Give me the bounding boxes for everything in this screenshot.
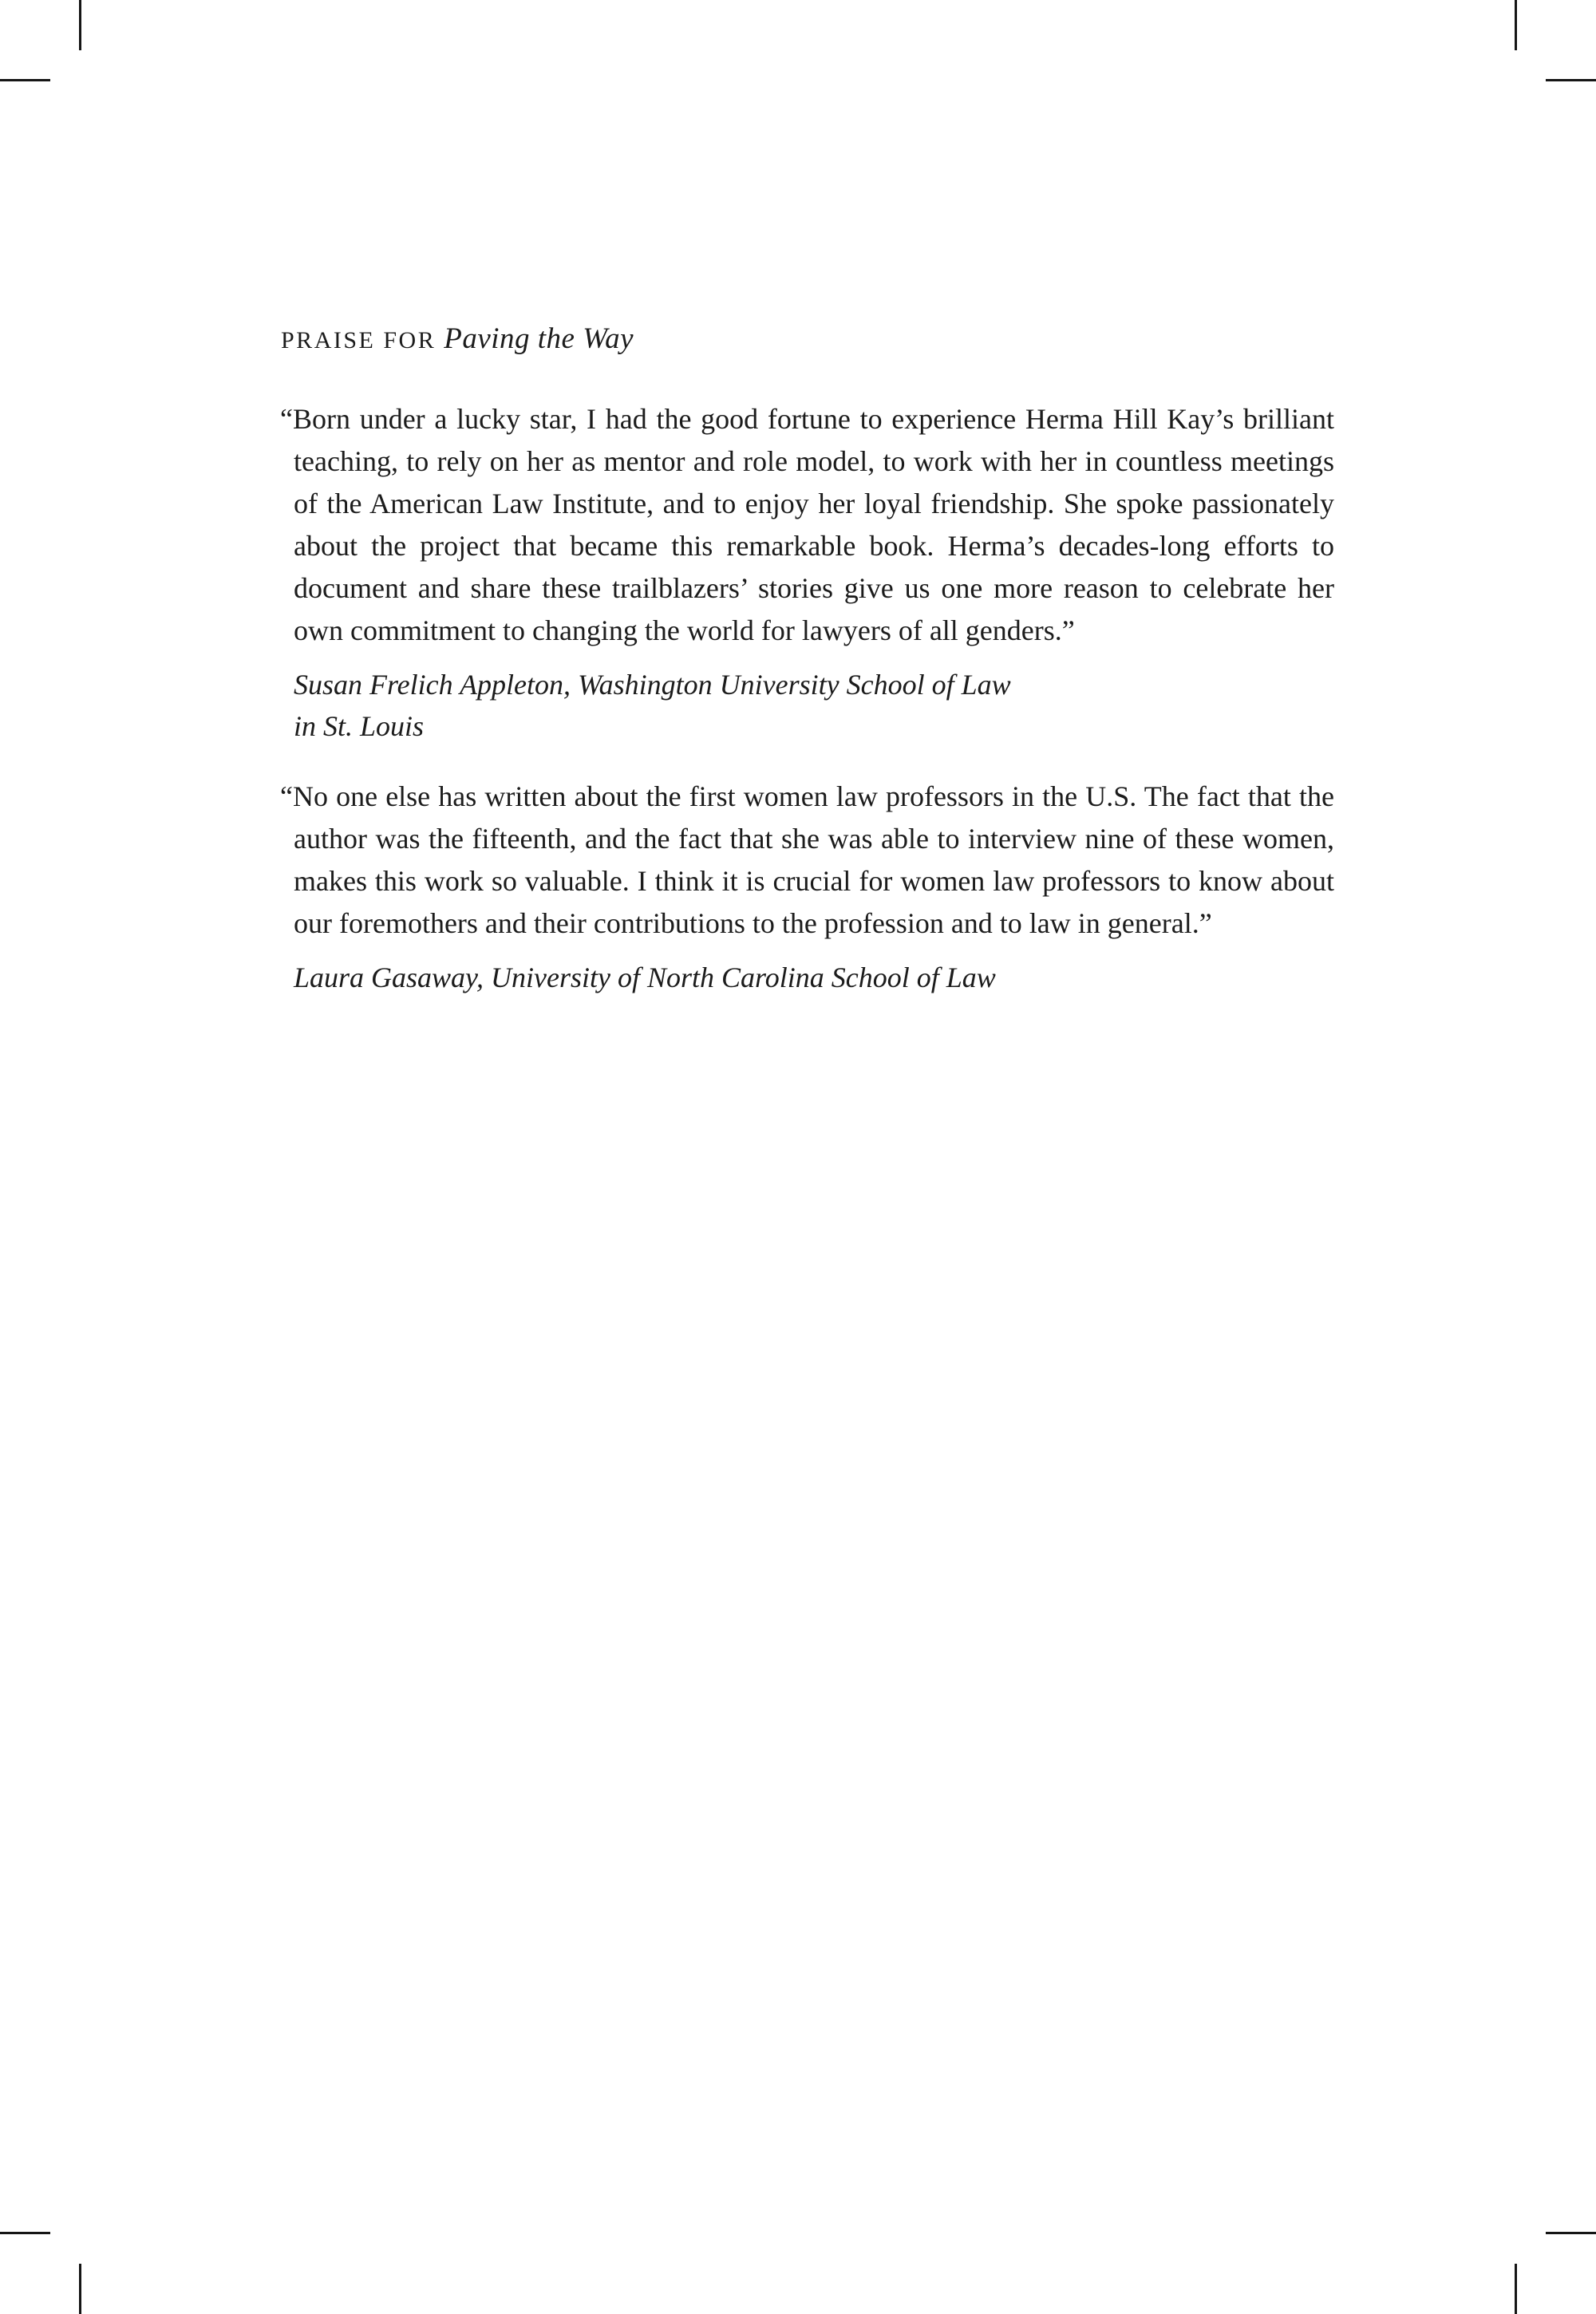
crop-mark-top-right-vertical — [1515, 0, 1517, 50]
praise-heading — [281, 321, 1336, 359]
text-column — [281, 321, 1336, 998]
crop-mark-bottom-left-horizontal — [0, 2232, 50, 2234]
quote-2-attribution-line-1: Laura Gasaway, University of North Carolina School of Law — [294, 962, 996, 993]
quote-1-attribution-line-2: in St. Louis — [294, 710, 425, 742]
crop-mark-bottom-right-horizontal — [1546, 2232, 1596, 2234]
crop-mark-bottom-left-vertical — [79, 2264, 81, 2314]
quote-2-text: “No one else has written about the first women law professors in the U.S. The fact that the author was the fifteenth, and the fact that she was able to interview nine of these women, makes this work so valuable. I think it is crucial for women law professors to know about our foremothers and their contributions to the profession and to law in general.” — [280, 780, 1334, 939]
praise-label: PRAISE FOR — [281, 327, 437, 353]
crop-mark-bottom-right-vertical — [1515, 2264, 1517, 2314]
quote-2-attribution — [281, 957, 1336, 998]
quote-1-attribution-line-1: Susan Frelich Appleton, Washington University School of Law — [294, 669, 1011, 701]
crop-mark-top-left-horizontal — [0, 79, 50, 81]
quote-1-text: “Born under a lucky star, I had the good fortune to experience Herma Hill Kay’s brilliant teaching, to rely on her as mentor and role model, to work with her in countless meetings of the American Law Institute, and to enjoy her loyal friendship. She spoke passionately about the project that became this remarkable book. Herma’s decades-long efforts to document and share these trailblazers’ stories give us one more reason to celebrate her own commitment to changing the world for lawyers of all genders.” — [280, 403, 1334, 646]
praise-heading-space — [436, 327, 444, 353]
quote-1-attribution — [281, 664, 1336, 747]
book-title: Paving the Way — [444, 322, 634, 355]
crop-mark-top-right-horizontal — [1546, 79, 1596, 81]
crop-mark-top-left-vertical — [79, 0, 81, 50]
